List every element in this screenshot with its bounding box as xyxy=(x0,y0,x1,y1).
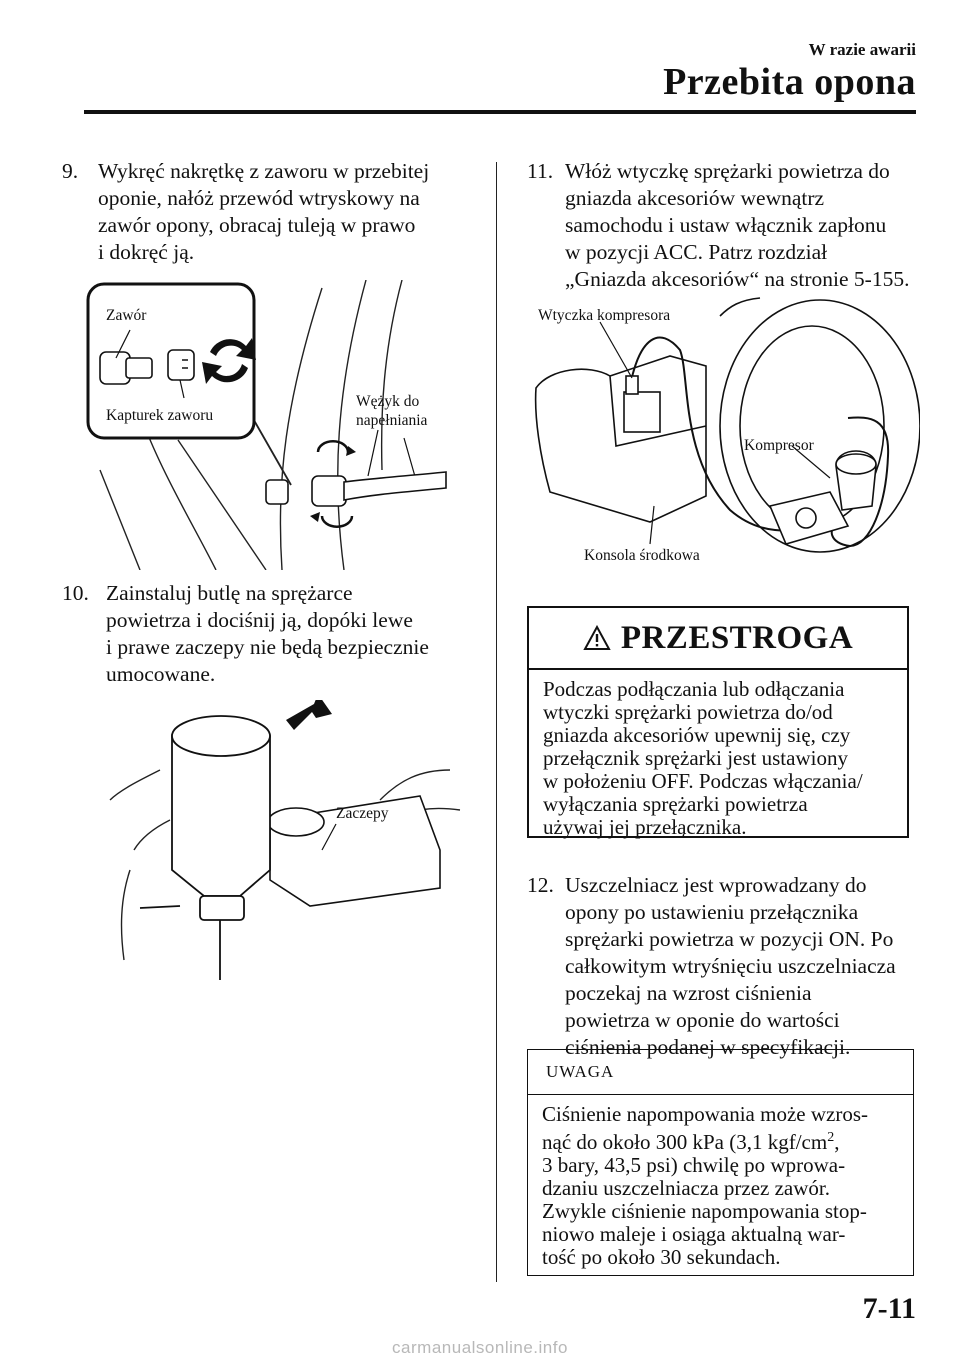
caution-text: Podczas podłączania lub odłączania wtyczki sprężarki powietrza do/od gniazda akcesoriów upewnij się, czy przełącznik sprężarki jest ustawiony w położeniu OFF. Podczas włączania/ wyłączania sprężarki powietrza używaj jej przełącznika. xyxy=(543,677,863,839)
note-text xyxy=(528,1095,913,1277)
step-text: Włóż wtyczkę sprężarki powietrza do gniazda akcesoriów wewnątrz samochodu i ustaw włącznik zapłonu w pozycji ACC. Patrz rozdział „Gniazda akcesoriów“ na stronie 5-155. xyxy=(565,159,910,291)
valve-figure xyxy=(86,280,482,570)
header-rule xyxy=(84,110,916,114)
note-text-part1: Ciśnienie napompowania może wzros- nąć do około 300 kPa (3,1 kgf/cm xyxy=(542,1102,868,1154)
label-compressor: Kompresor xyxy=(744,437,814,454)
console-illustration xyxy=(530,296,920,576)
page-number: 7-11 xyxy=(862,1292,916,1325)
label-compressor-plug: Wtyczka kompresora xyxy=(538,307,671,324)
step-text: Uszczelniacz jest wprowadzany do opony po ustawieniu przełącznika sprężarki powietrza w pozycji ON. Po całkowitym wtryśnięciu uszczelniacza poczekaj na wzrost ciśnienia powietrza w oponie do wartości ciśnienia podanej w specyfikacji. xyxy=(565,873,896,1059)
step-number: 11. xyxy=(527,159,554,183)
step-number: 10. xyxy=(62,581,89,605)
watermark: carmanualsonline.info xyxy=(392,1338,568,1357)
warning-triangle-icon xyxy=(583,625,611,651)
step-11 xyxy=(527,158,927,298)
step-number: 12. xyxy=(527,873,554,897)
console-figure xyxy=(530,296,920,576)
page-title: Przebita opona xyxy=(663,61,916,103)
label-center-console: Konsola środkowa xyxy=(584,547,700,564)
caution-header xyxy=(529,608,907,670)
label-valve: Zawór xyxy=(106,307,147,324)
note-title: UWAGA xyxy=(528,1050,913,1095)
bottle-illustration xyxy=(100,700,480,980)
step-10 xyxy=(62,580,482,690)
bottle-figure xyxy=(100,700,480,980)
label-fill-hose: Wężyk do napełniania xyxy=(356,393,428,429)
step-text: Zainstaluj butlę na sprężarce powietrza i dociśnij ją, dopóki lewe i prawe zaczepy nie będą bezpiecznie umocowane. xyxy=(106,581,429,686)
label-hooks: Zaczepy xyxy=(336,805,389,822)
caution-box xyxy=(527,606,909,838)
note-text-part2: , 3 bary, 43,5 psi) chwilę po wprowa- dzaniu uszczelniacza przez zawór. Zwykle ciśnienie napompowania stop- niowo maleje i osiąga aktualną war- tość po około 30 sekundach. xyxy=(542,1130,867,1269)
column-divider xyxy=(496,162,497,1282)
caution-title: PRZESTROGA xyxy=(620,619,854,656)
step-text: Wykręć nakrętkę z zaworu w przebitej oponie, nałóż przewód wtryskowy na zawór opony, obracaj tuleją w prawo i dokręć ją. xyxy=(98,159,430,264)
step-9 xyxy=(62,158,482,278)
step-12 xyxy=(527,872,927,1062)
note-box xyxy=(527,1049,914,1276)
step-number: 9. xyxy=(62,159,79,183)
note-superscript: 2 xyxy=(827,1130,835,1145)
label-valve-cap: Kapturek zaworu xyxy=(106,407,214,424)
section-title: W razie awarii xyxy=(808,40,916,59)
